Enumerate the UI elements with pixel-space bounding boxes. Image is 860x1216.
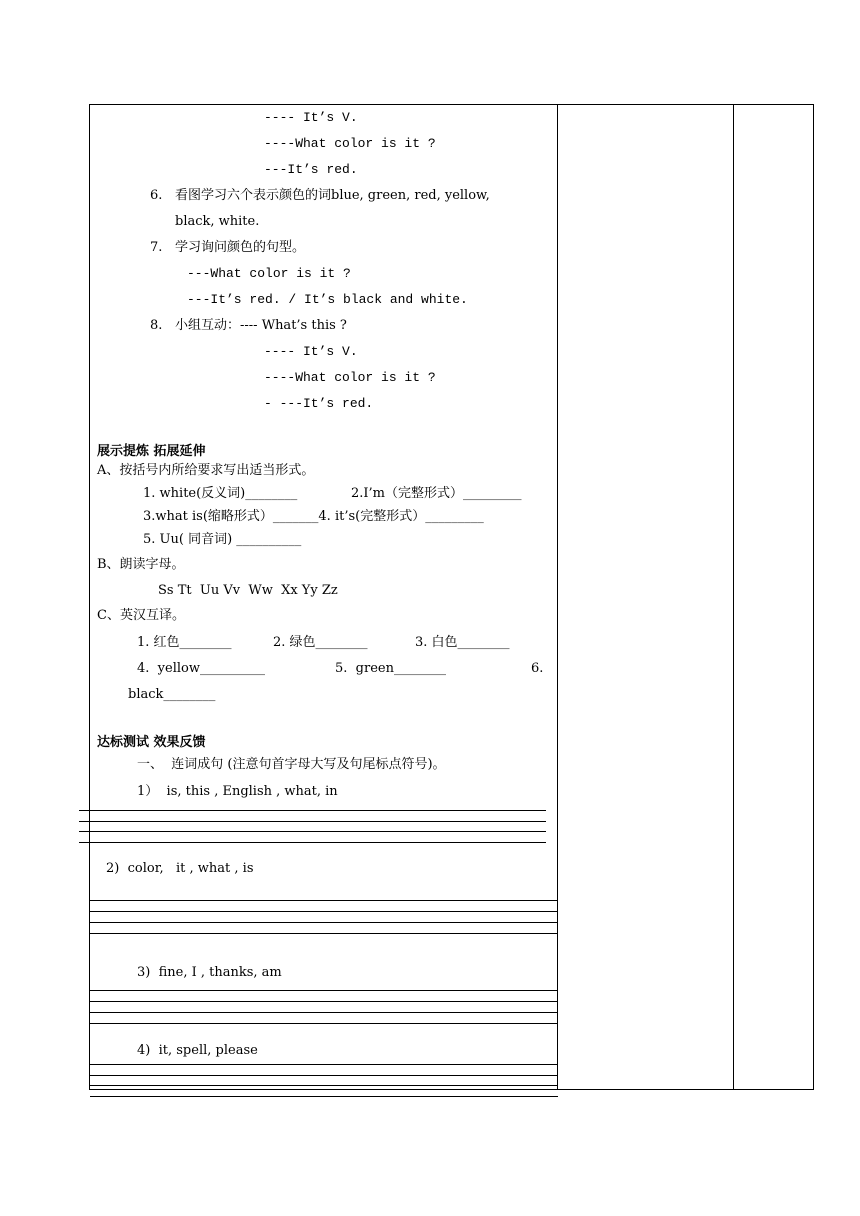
table-bottom-border [89, 1089, 814, 1090]
answer-line [79, 831, 546, 832]
exercise-item: black________ [128, 687, 216, 702]
exercise-item: 2. 绿色________ [273, 635, 368, 650]
answer-line [90, 1023, 558, 1024]
answer-line [90, 1096, 558, 1097]
dialog-line: - ---It’s red. [264, 396, 374, 411]
answer-line [90, 1001, 558, 1002]
section-heading: 展示提炼 拓展延伸 [97, 444, 206, 459]
table-top-border [89, 104, 814, 105]
answer-line [90, 922, 558, 923]
question: 2) color, it , what , is [106, 861, 254, 876]
exercise-item: 1. 红色________ [137, 635, 232, 650]
item-number: 8. [150, 318, 163, 333]
answer-line [79, 810, 546, 811]
question: 4) it, spell, please [137, 1043, 258, 1058]
letters-line: Ss Tt Uu Vv Ww Xx Yy Zz [158, 583, 338, 598]
question: 1） is, this , English , what, in [137, 784, 338, 799]
answer-line [79, 842, 546, 843]
exercise-instruction: 一、 连词成句 (注意句首字母大写及句尾标点符号)。 [137, 757, 446, 772]
answer-line [90, 1012, 558, 1013]
exercise-item: 2.I’m（完整形式）_________ [351, 486, 522, 501]
answer-line [90, 933, 558, 934]
answer-line [90, 1075, 558, 1076]
answer-line [90, 900, 558, 901]
table-divider-1 [557, 104, 558, 1090]
question: 3) fine, I , thanks, am [137, 965, 282, 980]
dialog-line: ----What color is it ? [264, 370, 436, 385]
exercise-title: B、朗读字母。 [97, 557, 185, 572]
exercise-item: 1. white(反义词)________ [143, 486, 298, 501]
exercise-item: 5. Uu( 同音词) __________ [143, 532, 302, 547]
dialog-line: ----What color is it ? [264, 136, 436, 151]
item-text: 小组互动：---- What’s this ? [175, 318, 347, 333]
table-left-border [89, 104, 90, 1090]
item-number: 6. [150, 188, 163, 203]
dialog-line: ---- It’s V. [264, 344, 358, 359]
dialog-line: ---It’s red. [264, 162, 358, 177]
exercise-item: 3. 白色________ [415, 635, 510, 650]
answer-line [90, 990, 558, 991]
table-right-border [813, 104, 814, 1090]
item-text: 学习询问颜色的句型。 [175, 240, 306, 255]
dialog-line: ---What color is it ? [187, 266, 351, 281]
item-number: 7. [150, 240, 163, 255]
exercise-item: 4. yellow__________ [137, 661, 265, 676]
item-text: 看图学习六个表示颜色的词blue, green, red, yellow, [175, 188, 490, 203]
exercise-item: 6. [531, 661, 544, 676]
dialog-line: ---- It’s V. [264, 110, 358, 125]
item-text: black, white. [175, 214, 260, 229]
answer-line [79, 821, 546, 822]
exercise-title: C、英汉互译。 [97, 608, 185, 623]
exercise-item: 3.what is(缩略形式）_______4. it’s(完整形式）_________ [143, 509, 484, 524]
answer-line [90, 1085, 558, 1086]
table-divider-2 [733, 104, 734, 1090]
dialog-line: ---It’s red. / It’s black and white. [187, 292, 468, 307]
section-heading: 达标测试 效果反馈 [97, 735, 206, 750]
exercise-title: A、按括号内所给要求写出适当形式。 [97, 463, 315, 478]
answer-line [90, 1064, 558, 1065]
answer-line [90, 911, 558, 912]
exercise-item: 5. green________ [335, 661, 446, 676]
